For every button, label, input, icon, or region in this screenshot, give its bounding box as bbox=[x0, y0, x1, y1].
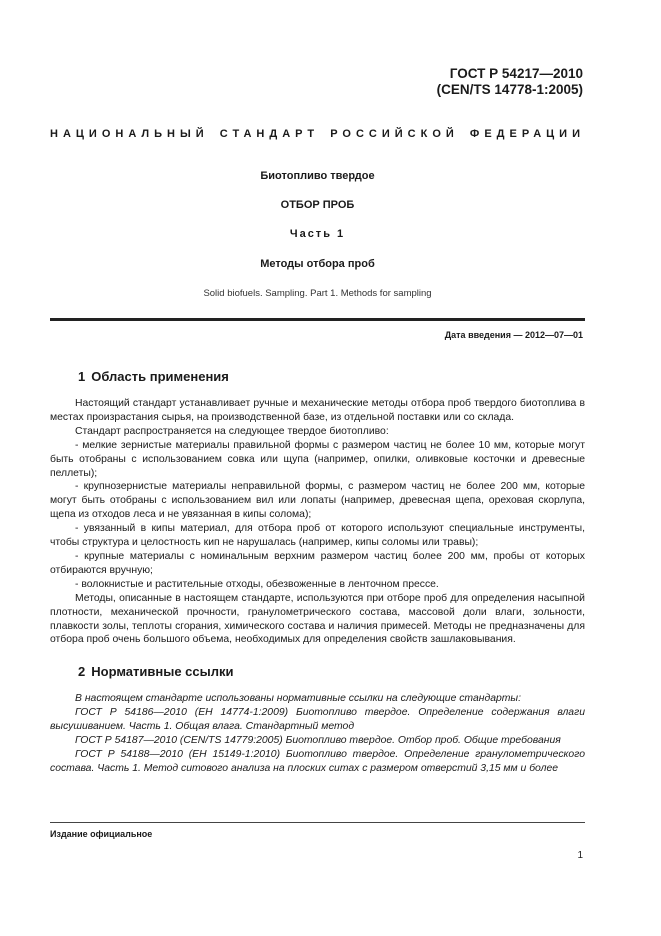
footer-divider bbox=[50, 822, 585, 823]
intro-date: Дата введения — 2012—07—01 bbox=[444, 330, 583, 340]
paragraph: Настоящий стандарт устанавливает ручные и механические методы отбора проб твердого биотоплива в местах произрастания сырья, на производственной базе, из отдельной поставки или со склада. bbox=[50, 398, 585, 423]
list-item: - волокнистые и растительные отходы, обезвоженные в ленточном прессе. bbox=[75, 578, 439, 590]
title-line-3: Часть 1 bbox=[289, 228, 346, 240]
reference-item: ГОСТ Р 54187—2010 (CEN/TS 14779:2005) Биотопливо твердое. Отбор проб. Общие требования bbox=[75, 734, 561, 746]
page-number: 1 bbox=[577, 850, 583, 861]
section-1-title: Область применения bbox=[91, 369, 229, 384]
paragraph: Методы, описанные в настоящем стандарте, используются при отборе проб для определения насыпной плотности, механической прочности, гранулометрического состава, массовой доли влаги, зольности, плавкости золы, теплоты сгорания, химического состава и наличия примесей. Методы не предназначены для отбора проб очень большого объема, необходимых для определения свойств зашлаковывания. bbox=[50, 592, 585, 646]
section-2-number: 2 bbox=[78, 664, 86, 679]
title-line-4: Методы отбора проб bbox=[260, 258, 375, 270]
section-1-heading bbox=[78, 369, 229, 384]
doc-number: ГОСТ Р 54217—2010 bbox=[449, 66, 583, 81]
reference-item: ГОСТ Р 54188—2010 (ЕН 15149-1:2010) Биотопливо твердое. Определение гранулометрического состава. Часть 1. Метод ситового анализа на плоских ситах с размером отверстий 3,15 мм и более bbox=[50, 748, 585, 774]
section-2-body bbox=[50, 692, 585, 775]
title-divider bbox=[50, 318, 585, 321]
national-standard-title: НАЦИОНАЛЬНЫЙ СТАНДАРТ РОССИЙСКОЙ ФЕДЕРАЦИИ bbox=[50, 128, 585, 140]
list-item: - мелкие зернистые материалы правильной формы с размером частиц не более 10 мм, которые могут быть отобраны с использованием совка или щупа (например, опилки, оливковые косточки и древесные пеллеты); bbox=[50, 439, 585, 479]
paragraph: В настоящем стандарте использованы нормативные ссылки на следующие стандарты: bbox=[75, 693, 521, 704]
doc-number-block bbox=[437, 66, 583, 98]
section-2-title: Нормативные ссылки bbox=[91, 664, 234, 679]
reference-item: ГОСТ Р 54186—2010 (ЕН 14774-1:2009) Биотопливо твердое. Определение содержания влаги высушиванием. Часть 1. Общая влага. Стандартный метод bbox=[50, 706, 585, 732]
title-line-2: ОТБОР ПРОБ bbox=[280, 199, 355, 211]
section-1-body bbox=[50, 397, 585, 647]
list-item: - крупные материалы с номинальным верхним размером частиц более 200 мм, пробы от которых отбираются вручную; bbox=[50, 550, 585, 576]
title-line-1: Биотопливо твердое bbox=[260, 170, 375, 182]
title-english: Solid biofuels. Sampling. Part 1. Methods for sampling bbox=[203, 288, 432, 299]
doc-number-alt: (CEN/TS 14778-1:2005) bbox=[436, 82, 583, 97]
section-2-heading bbox=[78, 664, 233, 679]
list-item: - крупнозернистые материалы неправильной формы, с размером частиц не более 200 мм, которые могут быть отобраны с использованием вил или лопаты (например, древесная щепа, ореховая скорлупа, щепа из отходов леса и не увязанная в кипы солома); bbox=[50, 481, 585, 521]
edition-label: Издание официальное bbox=[50, 829, 153, 839]
paragraph: Стандарт распространяется на следующее твердое биотопливо: bbox=[75, 425, 389, 437]
section-1-number: 1 bbox=[78, 369, 86, 384]
list-item: - увязанный в кипы материал, для отбора проб от которого используют специальные инструменты, чтобы структура и целостность кип не нарушалась (например, кипы соломы или травы); bbox=[50, 523, 585, 549]
